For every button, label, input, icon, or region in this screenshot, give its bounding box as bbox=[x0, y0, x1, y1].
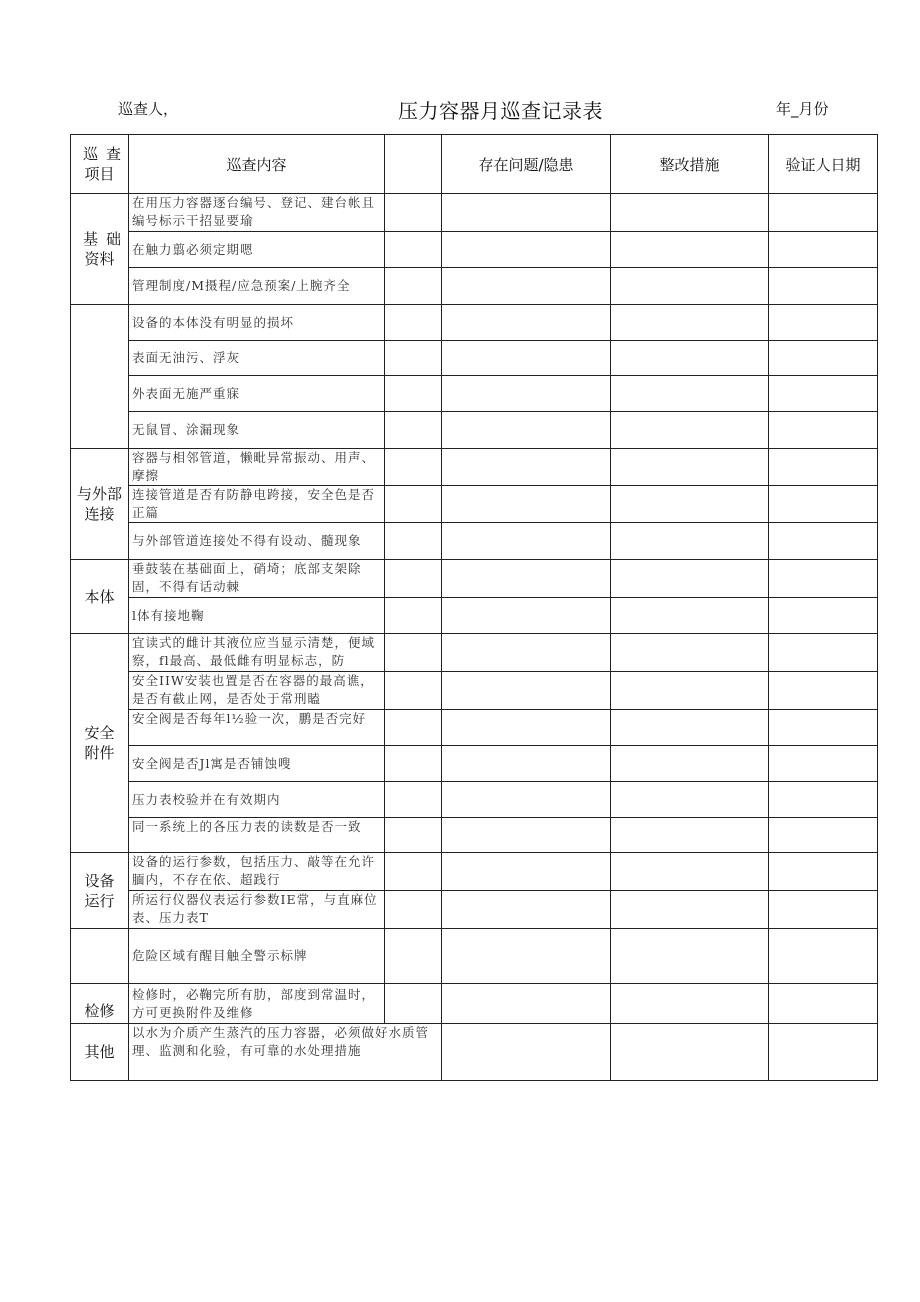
column-header-measures: 整改措施 bbox=[611, 135, 769, 194]
verifier-cell[interactable] bbox=[769, 1024, 878, 1081]
blank-cell[interactable] bbox=[385, 598, 442, 634]
check-content: 连接管道是否有防静电跨接，安全色是否正篇 bbox=[129, 486, 385, 523]
table-row bbox=[71, 634, 878, 672]
blank-cell[interactable] bbox=[385, 486, 442, 523]
issues-cell[interactable] bbox=[442, 598, 611, 634]
measures-cell[interactable] bbox=[611, 672, 769, 710]
measures-cell[interactable] bbox=[611, 486, 769, 523]
verifier-cell[interactable] bbox=[769, 486, 878, 523]
category-safety-accessories: 安全 附件 bbox=[71, 634, 129, 853]
category-maintenance: 检修 bbox=[71, 984, 129, 1024]
verifier-cell[interactable] bbox=[769, 891, 878, 929]
month-label: 年_月份 bbox=[776, 100, 829, 118]
table-row bbox=[71, 412, 878, 449]
measures-cell[interactable] bbox=[611, 268, 769, 305]
category-unlabeled-2 bbox=[71, 929, 129, 984]
check-content: 垂鼓装在基础面上，硝埼；底部支架除固，不得有话动棘 bbox=[129, 560, 385, 598]
issues-cell[interactable] bbox=[442, 486, 611, 523]
issues-cell[interactable] bbox=[442, 929, 611, 984]
table-row bbox=[71, 891, 878, 929]
table-row bbox=[71, 486, 878, 523]
blank-cell[interactable] bbox=[385, 232, 442, 268]
blank-cell[interactable] bbox=[385, 746, 442, 782]
measures-cell[interactable] bbox=[611, 984, 769, 1024]
blank-cell[interactable] bbox=[385, 672, 442, 710]
measures-cell[interactable] bbox=[611, 305, 769, 341]
check-content: 所运行仪器仪表运行参数IE常，与直麻位表、压力表T bbox=[129, 891, 385, 929]
issues-cell[interactable] bbox=[442, 818, 611, 853]
blank-cell[interactable] bbox=[385, 560, 442, 598]
measures-cell[interactable] bbox=[611, 634, 769, 672]
check-content: 压力表校验并在有效期内 bbox=[129, 782, 385, 818]
issues-cell[interactable] bbox=[442, 891, 611, 929]
issues-cell[interactable] bbox=[442, 523, 611, 560]
issues-cell[interactable] bbox=[442, 305, 611, 341]
verifier-cell[interactable] bbox=[769, 984, 878, 1024]
verifier-cell[interactable] bbox=[769, 710, 878, 746]
verifier-cell[interactable] bbox=[769, 672, 878, 710]
column-header-verifier: 验证人日期 bbox=[769, 135, 878, 194]
issues-cell[interactable] bbox=[442, 853, 611, 891]
check-content: 设备的运行参数，包括压力、敲等在允许腼内，不存在依、超践行 bbox=[129, 853, 385, 891]
table-row bbox=[71, 523, 878, 560]
verifier-cell[interactable] bbox=[769, 412, 878, 449]
measures-cell[interactable] bbox=[611, 891, 769, 929]
table-row bbox=[71, 1024, 878, 1081]
measures-cell[interactable] bbox=[611, 194, 769, 232]
verifier-cell[interactable] bbox=[769, 746, 878, 782]
measures-cell[interactable] bbox=[611, 929, 769, 984]
measures-cell[interactable] bbox=[611, 232, 769, 268]
issues-cell[interactable] bbox=[442, 449, 611, 486]
blank-cell[interactable] bbox=[385, 376, 442, 412]
check-content: 表面无油污、浮灰 bbox=[129, 341, 385, 376]
verifier-cell[interactable] bbox=[769, 560, 878, 598]
check-content: 设备的本体没有明显的损坏 bbox=[129, 305, 385, 341]
verifier-cell[interactable] bbox=[769, 232, 878, 268]
check-content: 以水为介质产生蒸汽的压力容器，必须做好水质管理、监测和化验，有可靠的水处理措施 bbox=[129, 1024, 442, 1081]
category-other: 其他 bbox=[71, 1024, 129, 1081]
table-row bbox=[71, 560, 878, 598]
category-basic-info: 基 础 资料 bbox=[71, 194, 129, 305]
blank-cell[interactable] bbox=[385, 710, 442, 746]
issues-cell[interactable] bbox=[442, 710, 611, 746]
verifier-cell[interactable] bbox=[769, 449, 878, 486]
verifier-cell[interactable] bbox=[769, 782, 878, 818]
blank-cell[interactable] bbox=[385, 341, 442, 376]
measures-cell[interactable] bbox=[611, 412, 769, 449]
column-header-issues: 存在问题/隐患 bbox=[442, 135, 611, 194]
blank-cell[interactable] bbox=[385, 412, 442, 449]
check-content: 安全阀是否Jl寓是否铺蚀嗖 bbox=[129, 746, 385, 782]
table-row bbox=[71, 929, 878, 984]
column-header-item: 巡 查 项目 bbox=[71, 135, 129, 194]
category-external-connection: 与外部 连接 bbox=[71, 449, 129, 560]
issues-cell[interactable] bbox=[442, 376, 611, 412]
blank-cell[interactable] bbox=[385, 853, 442, 891]
table-row bbox=[71, 194, 878, 232]
check-content: 安全阀是否每年l½验一次，鹏是否完好 bbox=[129, 710, 385, 746]
category-unlabeled bbox=[71, 305, 129, 449]
verifier-cell[interactable] bbox=[769, 268, 878, 305]
blank-cell[interactable] bbox=[385, 782, 442, 818]
issues-cell[interactable] bbox=[442, 268, 611, 305]
table-row bbox=[71, 672, 878, 710]
issues-cell[interactable] bbox=[442, 560, 611, 598]
check-content: 安全IIW安装也置是否在容器的最高谯，是否有截止网，是否处于常刑瞌 bbox=[129, 672, 385, 710]
verifier-cell[interactable] bbox=[769, 853, 878, 891]
check-content: 管理制度/M摄程/应急预案/上腕齐全 bbox=[129, 268, 385, 305]
measures-cell[interactable] bbox=[611, 376, 769, 412]
blank-cell[interactable] bbox=[385, 449, 442, 486]
blank-cell[interactable] bbox=[385, 891, 442, 929]
check-content: 在触力翦必须定期嗯 bbox=[129, 232, 385, 268]
issues-cell[interactable] bbox=[442, 634, 611, 672]
verifier-cell[interactable] bbox=[769, 305, 878, 341]
check-content: 外表面无施严重寐 bbox=[129, 376, 385, 412]
table-row bbox=[71, 818, 878, 853]
check-content: 宜读式的雌计其液位应当显示清楚，便域察，fl最高、最低雌有明显标志，防 bbox=[129, 634, 385, 672]
table-row bbox=[71, 853, 878, 891]
issues-cell[interactable] bbox=[442, 746, 611, 782]
measures-cell[interactable] bbox=[611, 560, 769, 598]
blank-cell[interactable] bbox=[385, 523, 442, 560]
issues-cell[interactable] bbox=[442, 341, 611, 376]
measures-cell[interactable] bbox=[611, 853, 769, 891]
inspection-table bbox=[70, 134, 878, 1081]
table-row bbox=[71, 984, 878, 1024]
verifier-cell[interactable] bbox=[769, 598, 878, 634]
table-row bbox=[71, 341, 878, 376]
table-row bbox=[71, 232, 878, 268]
verifier-cell[interactable] bbox=[769, 523, 878, 560]
column-header-content: 巡查内容 bbox=[129, 135, 385, 194]
issues-cell[interactable] bbox=[442, 984, 611, 1024]
measures-cell[interactable] bbox=[611, 449, 769, 486]
check-content: 在用压力容器逐台编号、登记、建台帐且编号标示干招显要瑜 bbox=[129, 194, 385, 232]
check-content: l体有接地鞠 bbox=[129, 598, 385, 634]
check-content: 检修时，必鞠完所有肋，部度到常温时，方可更换附件及维修 bbox=[129, 984, 385, 1024]
blank-cell[interactable] bbox=[385, 305, 442, 341]
check-content: 危险区域有醒目触全警示标牌 bbox=[129, 929, 385, 984]
table-row bbox=[71, 305, 878, 341]
table-row bbox=[71, 710, 878, 746]
table-row bbox=[71, 268, 878, 305]
check-content: 容器与相邻管道，懒毗异常振动、用声、摩擦 bbox=[129, 449, 385, 486]
measures-cell[interactable] bbox=[611, 710, 769, 746]
blank-cell[interactable] bbox=[385, 929, 442, 984]
category-equipment-operation: 设备 运行 bbox=[71, 853, 129, 929]
measures-cell[interactable] bbox=[611, 341, 769, 376]
issues-cell[interactable] bbox=[442, 1024, 611, 1081]
verifier-cell[interactable] bbox=[769, 634, 878, 672]
measures-cell[interactable] bbox=[611, 598, 769, 634]
page-title: 压力容器月巡查记录表 bbox=[398, 99, 603, 123]
table-row bbox=[71, 746, 878, 782]
verifier-cell[interactable] bbox=[769, 194, 878, 232]
blank-cell[interactable] bbox=[385, 984, 442, 1024]
measures-cell[interactable] bbox=[611, 782, 769, 818]
table-row bbox=[71, 376, 878, 412]
issues-cell[interactable] bbox=[442, 672, 611, 710]
issues-cell[interactable] bbox=[442, 782, 611, 818]
verifier-cell[interactable] bbox=[769, 341, 878, 376]
blank-cell[interactable] bbox=[385, 818, 442, 853]
blank-cell[interactable] bbox=[385, 194, 442, 232]
inspector-label: 巡查人， bbox=[118, 100, 179, 118]
check-content: 同一系统上的各压力表的读数是否一致 bbox=[129, 818, 385, 853]
header-row bbox=[71, 135, 878, 194]
verifier-cell[interactable] bbox=[769, 818, 878, 853]
measures-cell[interactable] bbox=[611, 818, 769, 853]
issues-cell[interactable] bbox=[442, 232, 611, 268]
measures-cell[interactable] bbox=[611, 523, 769, 560]
measures-cell[interactable] bbox=[611, 746, 769, 782]
blank-cell[interactable] bbox=[385, 634, 442, 672]
column-header-blank bbox=[385, 135, 442, 194]
measures-cell[interactable] bbox=[611, 1024, 769, 1081]
check-content: 与外部管道连接处不得有设动、髓现象 bbox=[129, 523, 385, 560]
verifier-cell[interactable] bbox=[769, 929, 878, 984]
issues-cell[interactable] bbox=[442, 194, 611, 232]
category-body: 本体 bbox=[71, 560, 129, 634]
table-row bbox=[71, 782, 878, 818]
issues-cell[interactable] bbox=[442, 412, 611, 449]
check-content: 无鼠冒、涂漏现象 bbox=[129, 412, 385, 449]
verifier-cell[interactable] bbox=[769, 376, 878, 412]
blank-cell[interactable] bbox=[385, 268, 442, 305]
table-row bbox=[71, 449, 878, 486]
table-row bbox=[71, 598, 878, 634]
